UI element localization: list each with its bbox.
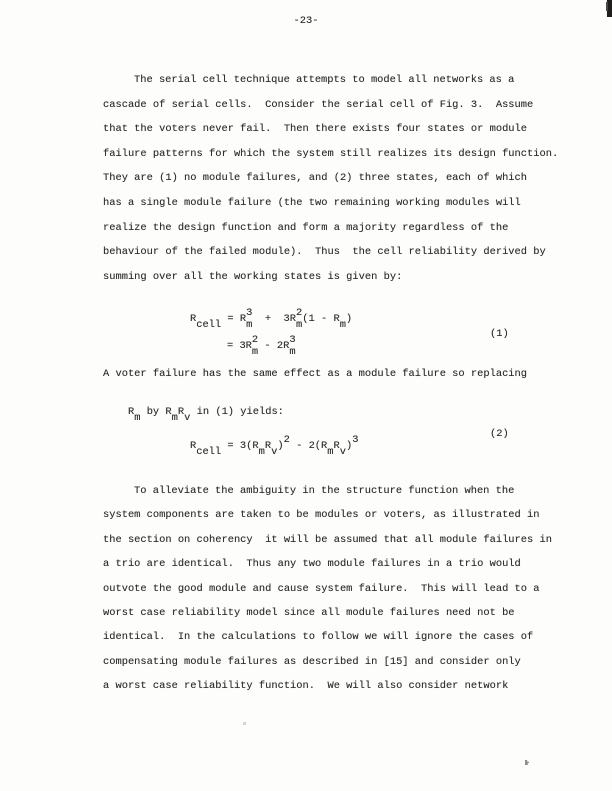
equation-term: ): [277, 440, 284, 452]
subscript: m: [251, 346, 259, 358]
superscript: 3: [352, 434, 359, 446]
text-line: a worst case reliability function. We will also consider network: [103, 680, 509, 692]
subscript: m: [339, 319, 346, 331]
text-line: They are (1) no module failures, and (2) three states, each of which: [103, 172, 528, 184]
superscript: 3: [289, 334, 296, 346]
text-fragment: in (1) yields:: [190, 406, 284, 418]
superscript: 2: [296, 307, 303, 319]
text-line: the section on coherency it will be assumed that all module failures in: [103, 534, 552, 546]
equation-term: R: [177, 406, 185, 418]
text-line: worst case reliability model since all module failures need not be: [103, 607, 515, 619]
text-line: summing over all the working states is given by:: [103, 271, 403, 283]
subscript: m: [171, 412, 178, 424]
equation-term: 3(R: [239, 440, 259, 452]
subscript: m: [296, 319, 303, 331]
subscript: cell: [196, 319, 222, 331]
subscript: m: [327, 446, 334, 458]
page-number: -23-: [293, 15, 319, 27]
equation-term: R: [239, 313, 247, 325]
equation-term: +: [252, 313, 284, 325]
equation-2-number: (2): [490, 428, 509, 440]
equation-1-number: (1): [490, 328, 509, 340]
superscript: 2: [283, 434, 290, 446]
sup-sub-stack: [289, 334, 296, 358]
equation-term: -: [289, 440, 309, 452]
equation-term: ): [345, 313, 353, 325]
equation-term: (1 - R: [302, 313, 340, 325]
subscript: v: [184, 412, 191, 424]
equation-term: 3R: [239, 340, 252, 352]
subscript: m: [258, 446, 265, 458]
equation-term: R: [189, 440, 197, 452]
subscript: v: [339, 446, 347, 458]
text-line-with-subscripts: [103, 394, 284, 430]
text-line: A voter failure has the same effect as a module failure so replacing: [103, 368, 528, 380]
scan-speck: [243, 722, 246, 725]
superscript: 3: [246, 307, 253, 319]
equation-term: R: [264, 440, 272, 452]
subscript: v: [271, 446, 278, 458]
text-line: has a single module failure (the two remaining working modules will: [103, 197, 521, 209]
scan-speck: [525, 760, 529, 765]
equation-term: R: [333, 440, 340, 452]
text-line: To alleviate the ambiguity in the structure function when the: [134, 485, 515, 497]
equation-term: =: [226, 340, 240, 352]
subscript: cell: [196, 446, 222, 458]
text-line: cascade of serial cells. Consider the serial cell of Fig. 3. Assume: [103, 99, 534, 111]
text-line: compensating module failures as described in [15] and consider only: [103, 656, 521, 668]
subscript: m: [246, 319, 253, 331]
equation-term: R: [189, 313, 197, 325]
subscript: m: [289, 346, 296, 358]
equation-1-line-2: [202, 328, 296, 364]
text-line: identical. In the calculations to follow we will ignore the cases of: [103, 631, 534, 643]
equation-term: 2R: [276, 340, 290, 352]
text-fragment: by R: [140, 406, 172, 418]
text-line: failure patterns for which the system still realizes its design function.: [103, 148, 559, 160]
equation-term: ): [346, 440, 353, 452]
text-line: realize the design function and form a majority regardless of the: [103, 222, 509, 234]
sup-sub-stack: [296, 307, 303, 331]
text-line: outvote the good module and cause system failure. This will lead to a: [103, 583, 540, 595]
sub-stack: [339, 313, 346, 331]
text-line: a trio are identical. Thus any two module failures in a trio would: [103, 558, 521, 570]
text-line: The serial cell technique attempts to model all networks as a: [134, 74, 515, 86]
equation-term: =: [221, 313, 240, 325]
equation-term: R: [127, 406, 135, 418]
equation-term: 3R: [283, 313, 297, 325]
sup-sub-stack: [246, 307, 253, 331]
text-line: behaviour of the failed module). Thus the cell reliability derived by: [103, 246, 546, 258]
text-line: system components are taken to be modules or voters, as illustrated in: [103, 509, 540, 521]
equation-term: 2(R: [308, 440, 328, 452]
subscript: m: [134, 412, 141, 424]
equation-term: =: [221, 440, 240, 452]
scan-artifact-corner: [607, 0, 612, 17]
text-line: that the voters never fail. Then there exists four states or module: [103, 123, 528, 135]
equation-term: -: [258, 340, 277, 352]
equation-2: [165, 428, 359, 464]
superscript: 2: [251, 334, 259, 346]
sup-sub-stack: [251, 334, 259, 358]
